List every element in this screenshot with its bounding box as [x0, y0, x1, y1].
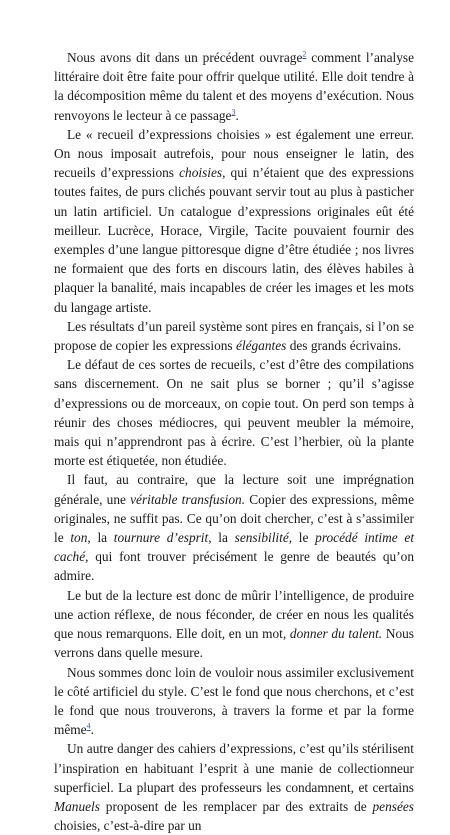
- italic-text: tournure d’esprit: [113, 530, 209, 546]
- body-text: [54, 48, 414, 835]
- text-run: , qui font trouver précisément le genre de beautés qu’on admire.: [54, 549, 414, 584]
- italic-text: sensibilité: [234, 530, 289, 546]
- text-run: , la: [87, 530, 114, 546]
- paragraph-1: [54, 48, 414, 125]
- paragraph-7: [54, 663, 414, 740]
- text-run: .: [235, 107, 239, 123]
- text-run: , la: [208, 530, 235, 546]
- text-run: Le défaut de ces sortes de recueils, c’est d’être des compilations sans discernement. On ne sait plus se borner ; qu’il s’agisse d’expressions ou de morceaux, on copie tout. On perd son temps à réunir des choses médiocres, qui peuvent meubler la mémoire, mais qui n’apprendront pas à écrire. C’est l’herbier, où la plante morte est étiquetée, non étudiée.: [54, 357, 414, 469]
- footnote-ref-4[interactable]: 4: [86, 721, 91, 731]
- italic-text: choisies: [179, 165, 223, 181]
- paragraph-4: [54, 355, 414, 470]
- text-run: Nous verrons dans quelle mesure.: [54, 626, 414, 661]
- paragraph-2: [54, 125, 414, 317]
- text-run: choisies, c’est-à-dire par un: [54, 818, 202, 834]
- italic-text: véritable transfusion.: [130, 491, 246, 507]
- text-run: Le « recueil d’expressions choisies » est également une erreur. On nous imposait autrefois, pour nous enseigner le latin, des recueils d’expressions: [54, 126, 414, 181]
- text-run: Les résultats d’un pareil système sont pires en français, si l’on se propose de copier les expressions: [54, 318, 414, 354]
- text-run: comment l’analyse littéraire doit être faite pour offrir quelque utilité. Elle doit tendre à la décomposition même du talent et des moyens d’exécution. Nous renvoyons le lecteur à ce passage: [54, 50, 414, 123]
- text-run: , le: [288, 530, 316, 546]
- paragraph-8: [54, 739, 414, 835]
- paragraph-6: [54, 586, 414, 663]
- italic-text: procédé intime et caché: [54, 530, 415, 565]
- italic-text: ton: [70, 530, 88, 546]
- italic-text: Manuels: [54, 798, 100, 814]
- paragraph-3: [54, 317, 414, 355]
- text-run: des grands écrivains.: [286, 338, 402, 354]
- text-run: Copier des expressions, même originales, ne suffit pas. Ce qu’on doit chercher, c’est à s’assimiler le: [54, 491, 414, 546]
- text-run: Il faut, au contraire, que la lecture soit une imprégnation générale, une: [54, 472, 414, 507]
- text-run: proposent de les remplacer par des extraits de: [99, 798, 373, 814]
- italic-text: donner du talent.: [289, 626, 383, 642]
- text-run: Un autre danger des cahiers d’expressions, c’est qu’ils stérilisent l’inspiration en habituant l’esprit à une manie de collectionneur superficiel. La plupart des professeurs les condamnent, et certains: [54, 741, 414, 795]
- text-run: Nous avons dit dans un précédent ouvrage: [67, 50, 303, 65]
- text-run: .: [90, 722, 94, 738]
- paragraph-5: [54, 470, 414, 585]
- footnote-ref-2[interactable]: 2: [302, 49, 307, 59]
- text-run: , qui n’étaient que des expressions toutes faites, de purs clichés pouvant servir tout au plus à pasticher un latin artificiel. Un catalogue d’expressions originales eût été meilleur. Lucrèce, Horace, Virgile, Tacite pouvaient fournir des exemples d’une langue pittoresque digne d’être étudiée ; nos livres ne formaient que des forts en discours latin, des élèves habiles à plaquer la banalité, mais incapables de créer les images et les mots du langage artiste.: [54, 165, 415, 315]
- text-run: Le but de la lecture est donc de mûrir l’intelligence, de produire une action réflexe, de nous féconder, de créer en nous les qualités que nous remarquons. Elle doit, en un mot,: [54, 587, 414, 642]
- footnote-ref-3[interactable]: 3: [231, 107, 236, 117]
- text-run: Nous sommes donc loin de vouloir nous assimiler exclusivement le côté artificiel du style. C’est le fond que nous cherchons, et c’est le fond que nous trouverons, à travers la forme et par la forme même: [54, 664, 414, 738]
- italic-text: élégantes: [235, 338, 287, 354]
- italic-text: pensées: [372, 798, 414, 814]
